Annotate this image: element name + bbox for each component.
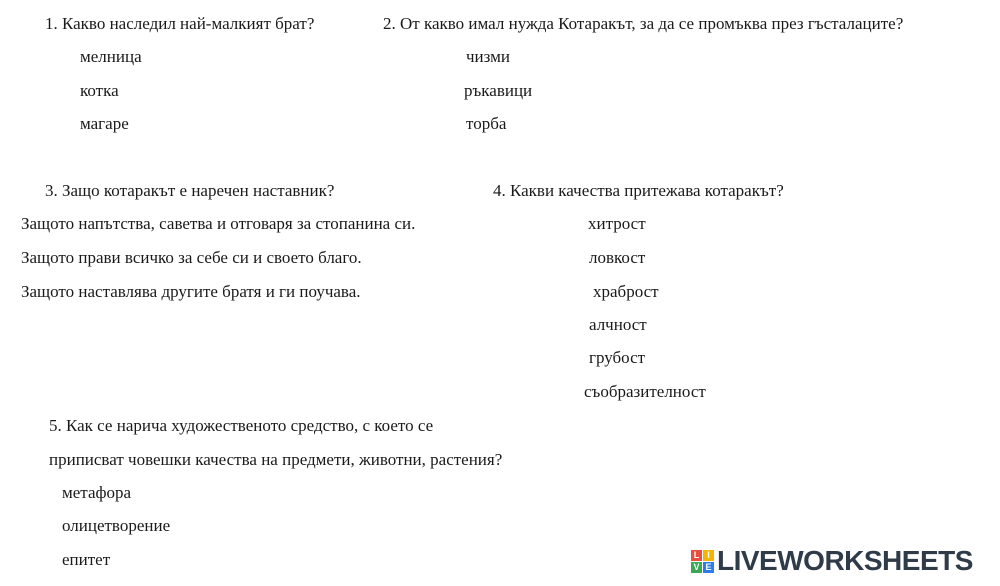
logo-letter-v: V: [691, 562, 702, 573]
q4-option-cunning[interactable]: хитрост: [588, 214, 646, 233]
q3-option-3[interactable]: Защото наставлява другите братя и ги поучава.: [21, 282, 361, 301]
q4-option-bravery[interactable]: храброст: [593, 282, 659, 301]
question-4-text: 4. Какви качества притежава котаракът?: [493, 181, 784, 200]
q5-option-epithet[interactable]: епитет: [62, 550, 111, 569]
liveworksheets-logo: [691, 546, 973, 576]
logo-letter-l: L: [691, 550, 702, 561]
q3-option-1[interactable]: Защото напътства, саветва и отговаря за стопанина си.: [21, 214, 416, 233]
liveworksheets-logo-icon: [691, 550, 714, 573]
logo-letter-e: E: [703, 562, 714, 573]
question-3-text: 3. Защо котаракът е наречен наставник?: [45, 181, 335, 200]
q4-option-agility[interactable]: ловкост: [589, 248, 646, 267]
q1-option-cat[interactable]: котка: [80, 81, 119, 100]
q2-option-gloves[interactable]: ръкавици: [464, 81, 533, 100]
liveworksheets-wordmark: LIVEWORKSHEETS: [717, 545, 973, 576]
q5-option-personification[interactable]: олицетворение: [62, 516, 171, 535]
question-2-text: 2. От какво имал нужда Котаракът, за да се промъква през гъсталаците?: [383, 14, 904, 33]
q1-option-mill[interactable]: мелница: [80, 47, 142, 66]
question-5-text-line2: приписват човешки качества на предмети, животни, растения?: [49, 450, 503, 469]
q3-option-2[interactable]: Защото прави всичко за себе си и своето благо.: [21, 248, 362, 267]
q5-option-metaphor[interactable]: метафора: [62, 483, 132, 502]
q2-option-boots[interactable]: чизми: [466, 47, 510, 66]
q4-option-rudeness[interactable]: грубост: [589, 348, 646, 367]
logo-letter-i: I: [703, 550, 714, 561]
question-5-text-line1: 5. Как се нарича художественото средство, с което се: [49, 416, 434, 435]
q1-option-donkey[interactable]: магаре: [80, 114, 129, 133]
q4-option-wit[interactable]: съобразителност: [584, 382, 706, 401]
q4-option-greed[interactable]: алчност: [589, 315, 647, 334]
q2-option-bag[interactable]: торба: [466, 114, 507, 133]
question-1-text: 1. Какво наследил най-малкият брат?: [45, 14, 315, 33]
